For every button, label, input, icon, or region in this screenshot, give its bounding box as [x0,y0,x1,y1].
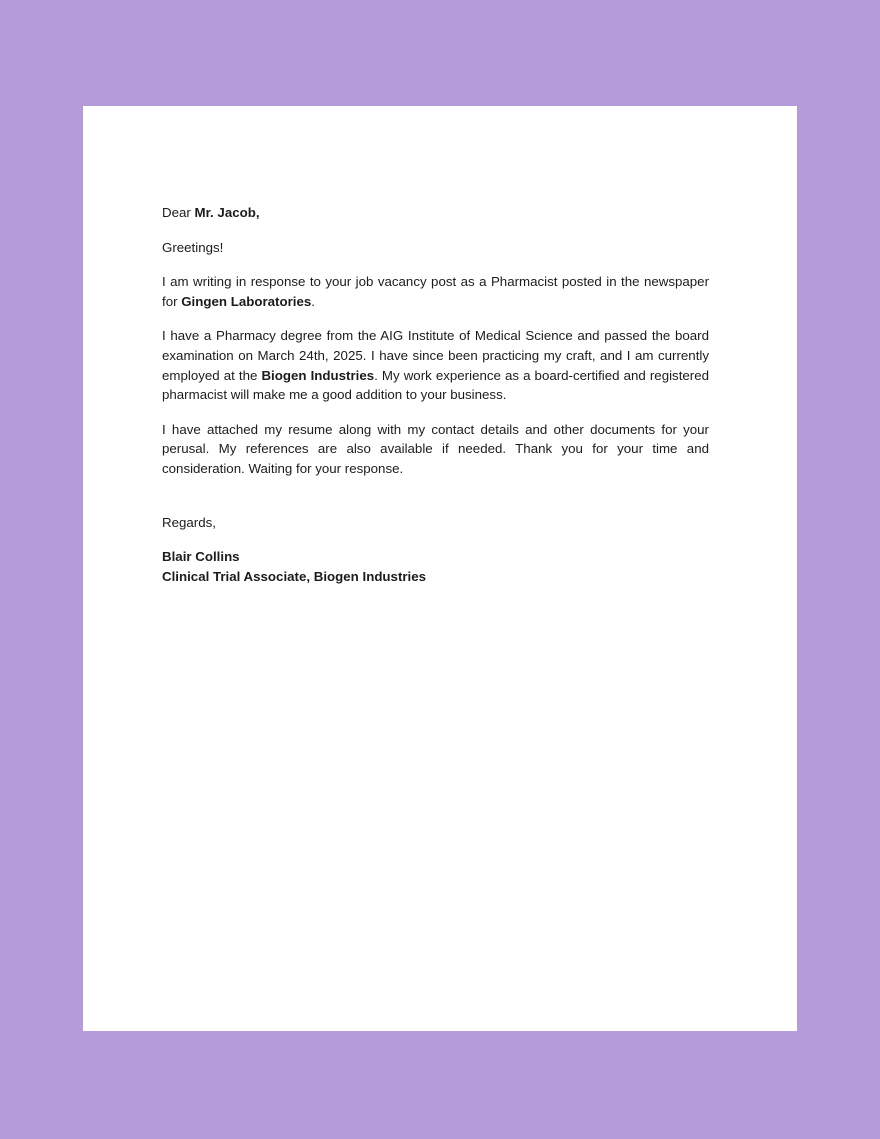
paragraph-qualifications [162,326,709,404]
signature-name: Blair Collins [162,549,240,565]
paragraph-intro-text: I am writing in response to your job vacancy post as a Pharmacist posted in the newspaper for [162,274,709,309]
salutation-line [162,203,709,223]
closing-line: Regards, [162,514,216,530]
paragraph-intro [162,272,709,311]
cover-letter [162,203,709,586]
company-name-biogen: Biogen Industries [261,367,375,383]
paragraph-qualifications-text: I have a Pharmacy degree from the AIG Institute of Medical Science and passed the board examination on March 24th, 2025. I have since been practicing my craft, and I am currently employed at the [162,328,709,383]
signature-block [162,547,709,586]
paragraph-intro-period: . [311,293,315,309]
salutation-name: Mr. Jacob, [194,205,260,220]
company-name-gingen: Gingen Laboratories [181,293,312,309]
paragraph-attachments: I have attached my resume along with my contact details and other documents for your perusal. My references are also available if needed. Thank you for your time and consideration. Waiting for your response. [162,421,709,476]
salutation-prefix: Dear [162,205,195,220]
paragraph-qualifications-rest: . My work experience as a board-certified and registered pharmacist will make me a good addition to your business. [162,367,710,403]
document-page [83,106,797,1031]
signature-title: Clinical Trial Associate, Biogen Industries [162,568,427,584]
greeting-line: Greetings! [162,239,224,255]
